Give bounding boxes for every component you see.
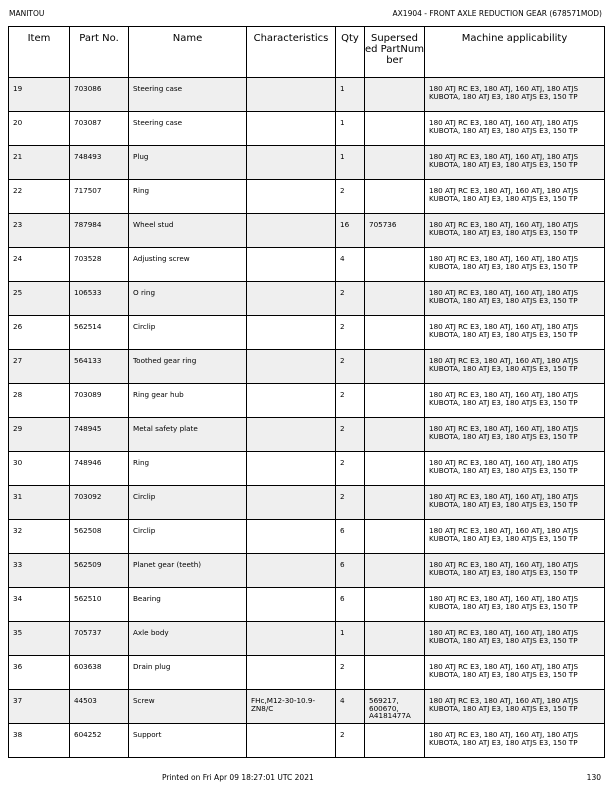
- cell-superseded: [365, 486, 425, 520]
- cell-superseded: [365, 248, 425, 282]
- cell-superseded: [365, 724, 425, 758]
- cell-part-no: 44503: [70, 690, 129, 724]
- col-header-item: Item: [9, 27, 70, 78]
- cell-name: Axle body: [129, 622, 247, 656]
- cell-characteristics: [247, 554, 336, 588]
- cell-item: 30: [9, 452, 70, 486]
- cell-applicability: 180 ATJ RC E3, 180 ATJ, 160 ATJ, 180 ATJS KUBOTA, 180 ATJ E3, 180 ATJS E3, 150 TP: [425, 316, 605, 350]
- table-row: [9, 78, 605, 112]
- cell-characteristics: FHc,M12-30-10.9-ZN8/C: [247, 690, 336, 724]
- table-row: [9, 146, 605, 180]
- cell-item: 32: [9, 520, 70, 554]
- cell-characteristics: [247, 146, 336, 180]
- table-row: [9, 520, 605, 554]
- cell-qty: 2: [336, 384, 365, 418]
- col-header-applicability: Machine applicability: [425, 27, 605, 78]
- cell-part-no: 703092: [70, 486, 129, 520]
- cell-superseded: [365, 350, 425, 384]
- cell-part-no: 703528: [70, 248, 129, 282]
- cell-applicability: 180 ATJ RC E3, 180 ATJ, 160 ATJ, 180 ATJS KUBOTA, 180 ATJ E3, 180 ATJS E3, 150 TP: [425, 384, 605, 418]
- cell-superseded: [365, 622, 425, 656]
- cell-applicability: 180 ATJ RC E3, 180 ATJ, 160 ATJ, 180 ATJS KUBOTA, 180 ATJ E3, 180 ATJS E3, 150 TP: [425, 248, 605, 282]
- cell-item: 31: [9, 486, 70, 520]
- cell-qty: 6: [336, 554, 365, 588]
- cell-qty: 2: [336, 724, 365, 758]
- col-header-part-no: Part No.: [70, 27, 129, 78]
- cell-superseded: [365, 656, 425, 690]
- cell-qty: 1: [336, 112, 365, 146]
- cell-applicability: 180 ATJ RC E3, 180 ATJ, 160 ATJ, 180 ATJS KUBOTA, 180 ATJ E3, 180 ATJS E3, 150 TP: [425, 724, 605, 758]
- cell-qty: 4: [336, 248, 365, 282]
- cell-applicability: 180 ATJ RC E3, 180 ATJ, 160 ATJ, 180 ATJS KUBOTA, 180 ATJ E3, 180 ATJS E3, 150 TP: [425, 588, 605, 622]
- cell-qty: 2: [336, 282, 365, 316]
- table-row: [9, 690, 605, 724]
- col-header-superseded: Supersed ed PartNum ber: [365, 27, 425, 78]
- page-number: 130: [586, 773, 601, 782]
- cell-item: 28: [9, 384, 70, 418]
- table-row: [9, 350, 605, 384]
- cell-part-no: 562514: [70, 316, 129, 350]
- table-row: [9, 214, 605, 248]
- parts-table: [8, 26, 605, 758]
- cell-part-no: 705737: [70, 622, 129, 656]
- cell-qty: 2: [336, 350, 365, 384]
- cell-characteristics: [247, 622, 336, 656]
- cell-characteristics: [247, 180, 336, 214]
- cell-part-no: 748946: [70, 452, 129, 486]
- cell-part-no: 748945: [70, 418, 129, 452]
- cell-superseded: [365, 520, 425, 554]
- cell-characteristics: [247, 282, 336, 316]
- cell-item: 35: [9, 622, 70, 656]
- cell-item: 21: [9, 146, 70, 180]
- cell-part-no: 106533: [70, 282, 129, 316]
- cell-superseded: [365, 112, 425, 146]
- brand-name: MANITOU: [9, 9, 45, 18]
- printed-date: Printed on Fri Apr 09 18:27:01 UTC 2021: [162, 773, 314, 782]
- cell-name: Circlip: [129, 316, 247, 350]
- cell-characteristics: [247, 350, 336, 384]
- col-header-qty: Qty: [336, 27, 365, 78]
- cell-qty: 6: [336, 520, 365, 554]
- cell-characteristics: [247, 248, 336, 282]
- cell-characteristics: [247, 214, 336, 248]
- cell-applicability: 180 ATJ RC E3, 180 ATJ, 160 ATJ, 180 ATJS KUBOTA, 180 ATJ E3, 180 ATJS E3, 150 TP: [425, 146, 605, 180]
- cell-part-no: 562509: [70, 554, 129, 588]
- table-row: [9, 724, 605, 758]
- cell-superseded: [365, 554, 425, 588]
- cell-superseded: 705736: [365, 214, 425, 248]
- cell-applicability: 180 ATJ RC E3, 180 ATJ, 160 ATJ, 180 ATJS KUBOTA, 180 ATJ E3, 180 ATJS E3, 150 TP: [425, 520, 605, 554]
- cell-name: Bearing: [129, 588, 247, 622]
- cell-name: Steering case: [129, 78, 247, 112]
- cell-qty: 16: [336, 214, 365, 248]
- cell-name: Support: [129, 724, 247, 758]
- cell-applicability: 180 ATJ RC E3, 180 ATJ, 160 ATJ, 180 ATJS KUBOTA, 180 ATJ E3, 180 ATJS E3, 150 TP: [425, 656, 605, 690]
- col-header-characteristics: Characteristics: [247, 27, 336, 78]
- cell-name: Adjusting screw: [129, 248, 247, 282]
- cell-superseded: [365, 588, 425, 622]
- cell-characteristics: [247, 486, 336, 520]
- cell-name: Wheel stud: [129, 214, 247, 248]
- cell-characteristics: [247, 384, 336, 418]
- table-row: [9, 418, 605, 452]
- cell-superseded: [365, 418, 425, 452]
- cell-applicability: 180 ATJ RC E3, 180 ATJ, 160 ATJ, 180 ATJS KUBOTA, 180 ATJ E3, 180 ATJS E3, 150 TP: [425, 452, 605, 486]
- table-row: [9, 112, 605, 146]
- cell-name: Toothed gear ring: [129, 350, 247, 384]
- cell-applicability: 180 ATJ RC E3, 180 ATJ, 160 ATJ, 180 ATJS KUBOTA, 180 ATJ E3, 180 ATJS E3, 150 TP: [425, 418, 605, 452]
- cell-item: 29: [9, 418, 70, 452]
- cell-part-no: 564133: [70, 350, 129, 384]
- cell-item: 27: [9, 350, 70, 384]
- cell-item: 36: [9, 656, 70, 690]
- cell-applicability: 180 ATJ RC E3, 180 ATJ, 160 ATJ, 180 ATJS KUBOTA, 180 ATJ E3, 180 ATJS E3, 150 TP: [425, 486, 605, 520]
- cell-part-no: 703087: [70, 112, 129, 146]
- table-row: [9, 180, 605, 214]
- cell-qty: 2: [336, 452, 365, 486]
- cell-qty: 1: [336, 78, 365, 112]
- cell-name: Steering case: [129, 112, 247, 146]
- cell-characteristics: [247, 724, 336, 758]
- cell-name: O ring: [129, 282, 247, 316]
- cell-superseded: [365, 384, 425, 418]
- table-row: [9, 384, 605, 418]
- table-row: [9, 622, 605, 656]
- cell-characteristics: [247, 520, 336, 554]
- table-row: [9, 452, 605, 486]
- cell-part-no: 748493: [70, 146, 129, 180]
- cell-name: Plug: [129, 146, 247, 180]
- cell-name: Screw: [129, 690, 247, 724]
- cell-item: 37: [9, 690, 70, 724]
- table-row: [9, 248, 605, 282]
- cell-qty: 6: [336, 588, 365, 622]
- cell-superseded: [365, 452, 425, 486]
- cell-item: 19: [9, 78, 70, 112]
- cell-characteristics: [247, 78, 336, 112]
- cell-item: 33: [9, 554, 70, 588]
- cell-applicability: 180 ATJ RC E3, 180 ATJ, 160 ATJ, 180 ATJS KUBOTA, 180 ATJ E3, 180 ATJS E3, 150 TP: [425, 622, 605, 656]
- cell-part-no: 603638: [70, 656, 129, 690]
- cell-item: 24: [9, 248, 70, 282]
- table-row: [9, 554, 605, 588]
- cell-superseded: 569217, 600670, A4181477A: [365, 690, 425, 724]
- cell-superseded: [365, 180, 425, 214]
- cell-item: 22: [9, 180, 70, 214]
- cell-applicability: 180 ATJ RC E3, 180 ATJ, 160 ATJ, 180 ATJS KUBOTA, 180 ATJ E3, 180 ATJS E3, 150 TP: [425, 690, 605, 724]
- cell-qty: 1: [336, 622, 365, 656]
- cell-name: Ring: [129, 180, 247, 214]
- cell-part-no: 562508: [70, 520, 129, 554]
- table-header-row: [9, 27, 605, 78]
- cell-qty: 4: [336, 690, 365, 724]
- cell-applicability: 180 ATJ RC E3, 180 ATJ, 160 ATJ, 180 ATJS KUBOTA, 180 ATJ E3, 180 ATJS E3, 150 TP: [425, 112, 605, 146]
- cell-characteristics: [247, 418, 336, 452]
- cell-part-no: 562510: [70, 588, 129, 622]
- cell-item: 26: [9, 316, 70, 350]
- cell-part-no: 717507: [70, 180, 129, 214]
- cell-part-no: 703089: [70, 384, 129, 418]
- cell-superseded: [365, 282, 425, 316]
- cell-applicability: 180 ATJ RC E3, 180 ATJ, 160 ATJ, 180 ATJS KUBOTA, 180 ATJ E3, 180 ATJS E3, 150 TP: [425, 554, 605, 588]
- table-row: [9, 588, 605, 622]
- cell-qty: 2: [336, 656, 365, 690]
- cell-name: Ring gear hub: [129, 384, 247, 418]
- document-title: AX1904 - FRONT AXLE REDUCTION GEAR (678571MOD): [392, 9, 602, 18]
- cell-superseded: [365, 78, 425, 112]
- cell-characteristics: [247, 656, 336, 690]
- cell-qty: 2: [336, 316, 365, 350]
- cell-item: 38: [9, 724, 70, 758]
- cell-name: Planet gear (teeth): [129, 554, 247, 588]
- cell-characteristics: [247, 452, 336, 486]
- cell-qty: 2: [336, 486, 365, 520]
- cell-item: 23: [9, 214, 70, 248]
- cell-name: Ring: [129, 452, 247, 486]
- cell-characteristics: [247, 112, 336, 146]
- cell-name: Circlip: [129, 486, 247, 520]
- cell-qty: 2: [336, 418, 365, 452]
- table-row: [9, 656, 605, 690]
- table-row: [9, 282, 605, 316]
- cell-applicability: 180 ATJ RC E3, 180 ATJ, 160 ATJ, 180 ATJS KUBOTA, 180 ATJ E3, 180 ATJS E3, 150 TP: [425, 214, 605, 248]
- cell-part-no: 703086: [70, 78, 129, 112]
- cell-item: 20: [9, 112, 70, 146]
- cell-part-no: 604252: [70, 724, 129, 758]
- cell-item: 34: [9, 588, 70, 622]
- cell-item: 25: [9, 282, 70, 316]
- col-header-name: Name: [129, 27, 247, 78]
- cell-name: Metal safety plate: [129, 418, 247, 452]
- cell-characteristics: [247, 316, 336, 350]
- cell-name: Circlip: [129, 520, 247, 554]
- cell-superseded: [365, 146, 425, 180]
- cell-applicability: 180 ATJ RC E3, 180 ATJ, 160 ATJ, 180 ATJS KUBOTA, 180 ATJ E3, 180 ATJS E3, 150 TP: [425, 350, 605, 384]
- cell-qty: 1: [336, 146, 365, 180]
- cell-name: Drain plug: [129, 656, 247, 690]
- cell-qty: 2: [336, 180, 365, 214]
- cell-characteristics: [247, 588, 336, 622]
- cell-superseded: [365, 316, 425, 350]
- cell-applicability: 180 ATJ RC E3, 180 ATJ, 160 ATJ, 180 ATJS KUBOTA, 180 ATJ E3, 180 ATJS E3, 150 TP: [425, 282, 605, 316]
- cell-applicability: 180 ATJ RC E3, 180 ATJ, 160 ATJ, 180 ATJS KUBOTA, 180 ATJ E3, 180 ATJS E3, 150 TP: [425, 78, 605, 112]
- table-row: [9, 486, 605, 520]
- cell-applicability: 180 ATJ RC E3, 180 ATJ, 160 ATJ, 180 ATJS KUBOTA, 180 ATJ E3, 180 ATJS E3, 150 TP: [425, 180, 605, 214]
- table-row: [9, 316, 605, 350]
- cell-part-no: 787984: [70, 214, 129, 248]
